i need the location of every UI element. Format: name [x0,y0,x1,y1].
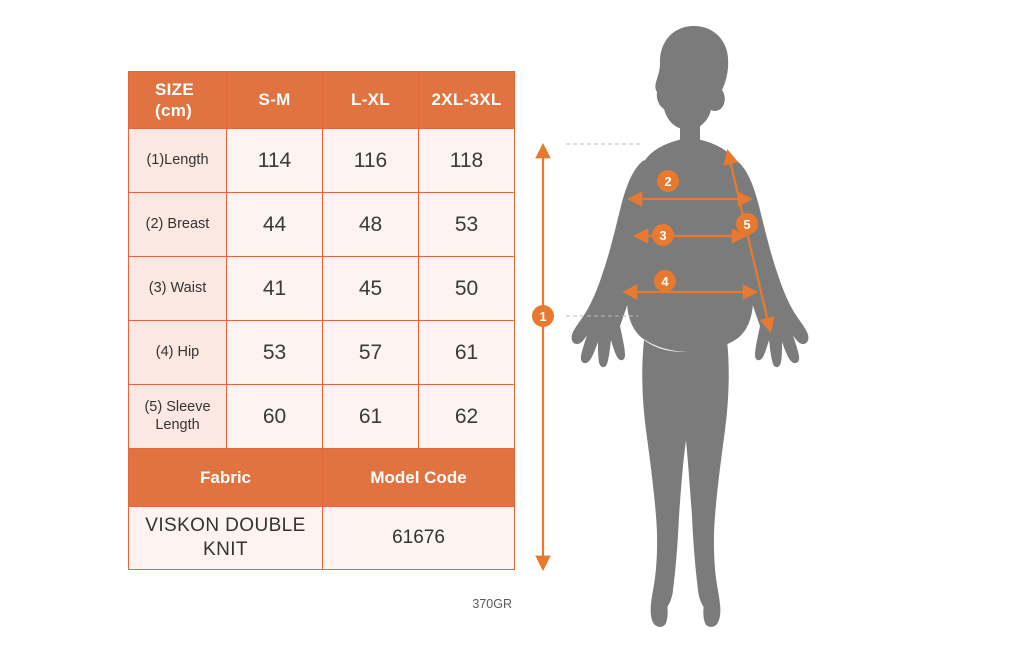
header-model-code: Model Code [323,449,515,507]
cell-hip-l-xl: 57 [323,321,419,385]
cell-length-2xl-3xl: 118 [419,129,515,193]
cell-length-l-xl: 116 [323,129,419,193]
cell-breast-2xl-3xl: 53 [419,193,515,257]
table-row [129,257,515,321]
row-label-length: (1)Length [129,129,227,193]
row-label-sleeve-length [129,385,227,449]
size-table-container [128,71,514,570]
row-label-waist: (3) Waist [129,257,227,321]
measurement-figure [520,0,1024,661]
cell-length-s-m: 114 [227,129,323,193]
cell-fabric-value [129,507,323,570]
table-row [129,129,515,193]
fabric-weight-note: 370GR [472,597,512,611]
header-size-line2: (cm) [155,101,193,120]
table-row [129,321,515,385]
badge-1-length: 1 [532,305,554,327]
badge-5-sleeve-length: 5 [736,213,758,235]
cell-waist-2xl-3xl: 50 [419,257,515,321]
row-label-hip: (4) Hip [129,321,227,385]
cell-waist-l-xl: 45 [323,257,419,321]
cell-sleeve-2xl-3xl: 62 [419,385,515,449]
cell-sleeve-l-xl: 61 [323,385,419,449]
cell-breast-l-xl: 48 [323,193,419,257]
fabric-value-line2: KNIT [203,539,248,560]
header-size-line1: SIZE [155,79,194,99]
female-silhouette-icon [520,0,1024,661]
row-label-sleeve-line2: Length [155,416,200,433]
cell-hip-s-m: 53 [227,321,323,385]
table-row [129,193,515,257]
size-table [128,71,515,570]
cell-hip-2xl-3xl: 61 [419,321,515,385]
fabric-value-line1: VISKON DOUBLE [145,515,306,537]
table-row [129,507,515,570]
header-col-l-xl: L-XL [323,72,419,129]
row-label-breast: (2) Breast [129,193,227,257]
table-row [129,385,515,449]
cell-model-code-value: 61676 [323,507,515,570]
header-size-unit [129,72,227,129]
cell-breast-s-m: 44 [227,193,323,257]
cell-waist-s-m: 41 [227,257,323,321]
header-col-s-m: S-M [227,72,323,129]
table-header-row [129,72,515,129]
badge-2-breast: 2 [657,170,679,192]
badge-3-waist: 3 [652,224,674,246]
header-col-2xl-3xl: 2XL-3XL [419,72,515,129]
badge-4-hip: 4 [654,270,676,292]
table-subheader-row [129,449,515,507]
cell-sleeve-s-m: 60 [227,385,323,449]
header-fabric: Fabric [129,449,323,507]
row-label-sleeve-line1: (5) Sleeve [144,399,211,416]
